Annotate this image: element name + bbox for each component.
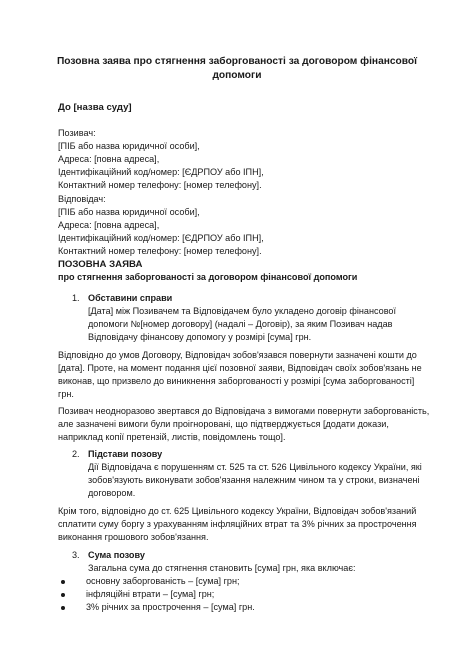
paragraph-line: Позивач неодноразово звертався до Відповідача з вимогами повернути заборгованість, [58, 406, 430, 416]
section-title: Обставини справи [88, 293, 173, 303]
plaintiff-line: Контактний номер телефону: [номер телефону]. [58, 180, 262, 190]
plaintiff-line: Ідентифікаційний код/номер: [ЄДРПОУ або ІПН], [58, 167, 264, 177]
list-item: основну заборгованість – [сума] грн; [58, 575, 428, 588]
list-item: інфляційні втрати – [сума] грн; [58, 588, 428, 601]
section-text-line: зобов'язують виконувати зобов'язання належним чином та у строки, визначені [88, 475, 420, 485]
section-grounds [72, 448, 428, 500]
section-text-line: договором. [88, 488, 136, 498]
paragraph-line: грн. [58, 389, 74, 399]
document-title-line-1: Позовна заява про стягнення заборгованості за договором фінансової [56, 56, 417, 67]
paragraph-line: [дата]. Проте, на момент подання цієї позовної заяви, Відповідач своїх зобов'язань не [58, 363, 422, 373]
defendant-line: [ПІБ або назва юридичної особи], [58, 207, 200, 217]
section-number: 1. [72, 293, 80, 303]
defendant-heading: Відповідач: [58, 194, 106, 204]
paragraph-line: Відповідно до умов Договору, Відповідач зобов'язався повернути зазначені кошти до [58, 350, 417, 360]
paragraph-line: виконання грошового зобов'язання. [58, 532, 209, 542]
plaintiff-heading: Позивач: [58, 128, 96, 138]
paragraph-line: але зазначені вимоги були проігноровані, що підтверджується [додати докази, [58, 419, 389, 429]
plaintiff-line: Адреса: [повна адреса], [58, 154, 160, 164]
plaintiff-line: [ПІБ або назва юридичної особи], [58, 141, 200, 151]
section-circumstances [72, 292, 428, 344]
paragraph-obligation [58, 349, 428, 401]
section-text-line: [Дата] між Позивачем та Відповідачем було укладено договір фінансової [88, 306, 397, 316]
paragraph-article-625 [58, 505, 428, 544]
paragraph-line: наприклад копії претензій, листів, повідомлень тощо]. [58, 432, 286, 442]
section-number: 2. [72, 449, 80, 459]
list-item: 3% річних за прострочення – [сума] грн. [58, 601, 428, 614]
claim-title: ПОЗОВНА ЗАЯВА [58, 259, 143, 270]
plaintiff-block [58, 127, 428, 192]
document-title-line-2: допомоги [212, 70, 262, 81]
paragraph-line: сплатити суму боргу з урахуванням інфляційних втрат та 3% річних за прострочення [58, 519, 417, 529]
section-text-line: допомоги №[номер договору] (надалі – Договір), за яким Позивач надав [88, 319, 393, 329]
section-title: Підстави позову [88, 449, 163, 459]
claim-amount-list [58, 575, 428, 614]
section-number: 3. [72, 550, 80, 560]
paragraph-line: Крім того, відповідно до ст. 625 Цивільного кодексу України, Відповідач зобов'язаний [58, 506, 417, 516]
claim-heading [58, 258, 428, 284]
defendant-block [58, 193, 428, 258]
section-title: Сума позову [88, 550, 145, 560]
court-addressee: До [назва суду] [58, 102, 132, 113]
paragraph-line: виконав, що призвело до виникнення заборгованості у розмірі [сума заборгованості] [58, 376, 415, 386]
paragraph-demands [58, 405, 428, 444]
section-text-line: Дії Відповідача є порушенням ст. 525 та ст. 526 Цивільного кодексу України, які [88, 462, 422, 472]
defendant-line: Адреса: [повна адреса], [58, 220, 160, 230]
document-title [40, 55, 434, 83]
section-text-line: Відповідачу фінансову допомогу у розмірі [сума] грн. [88, 332, 312, 342]
defendant-line: Ідентифікаційний код/номер: [ЄДРПОУ або ІПН], [58, 233, 264, 243]
defendant-line: Контактний номер телефону: [номер телефону]. [58, 246, 262, 256]
section-text-line: Загальна сума до стягнення становить [сума] грн, яка включає: [88, 563, 356, 573]
section-claim-amount [72, 549, 428, 575]
claim-subtitle: про стягнення заборгованості за договором фінансової допомоги [58, 272, 358, 282]
